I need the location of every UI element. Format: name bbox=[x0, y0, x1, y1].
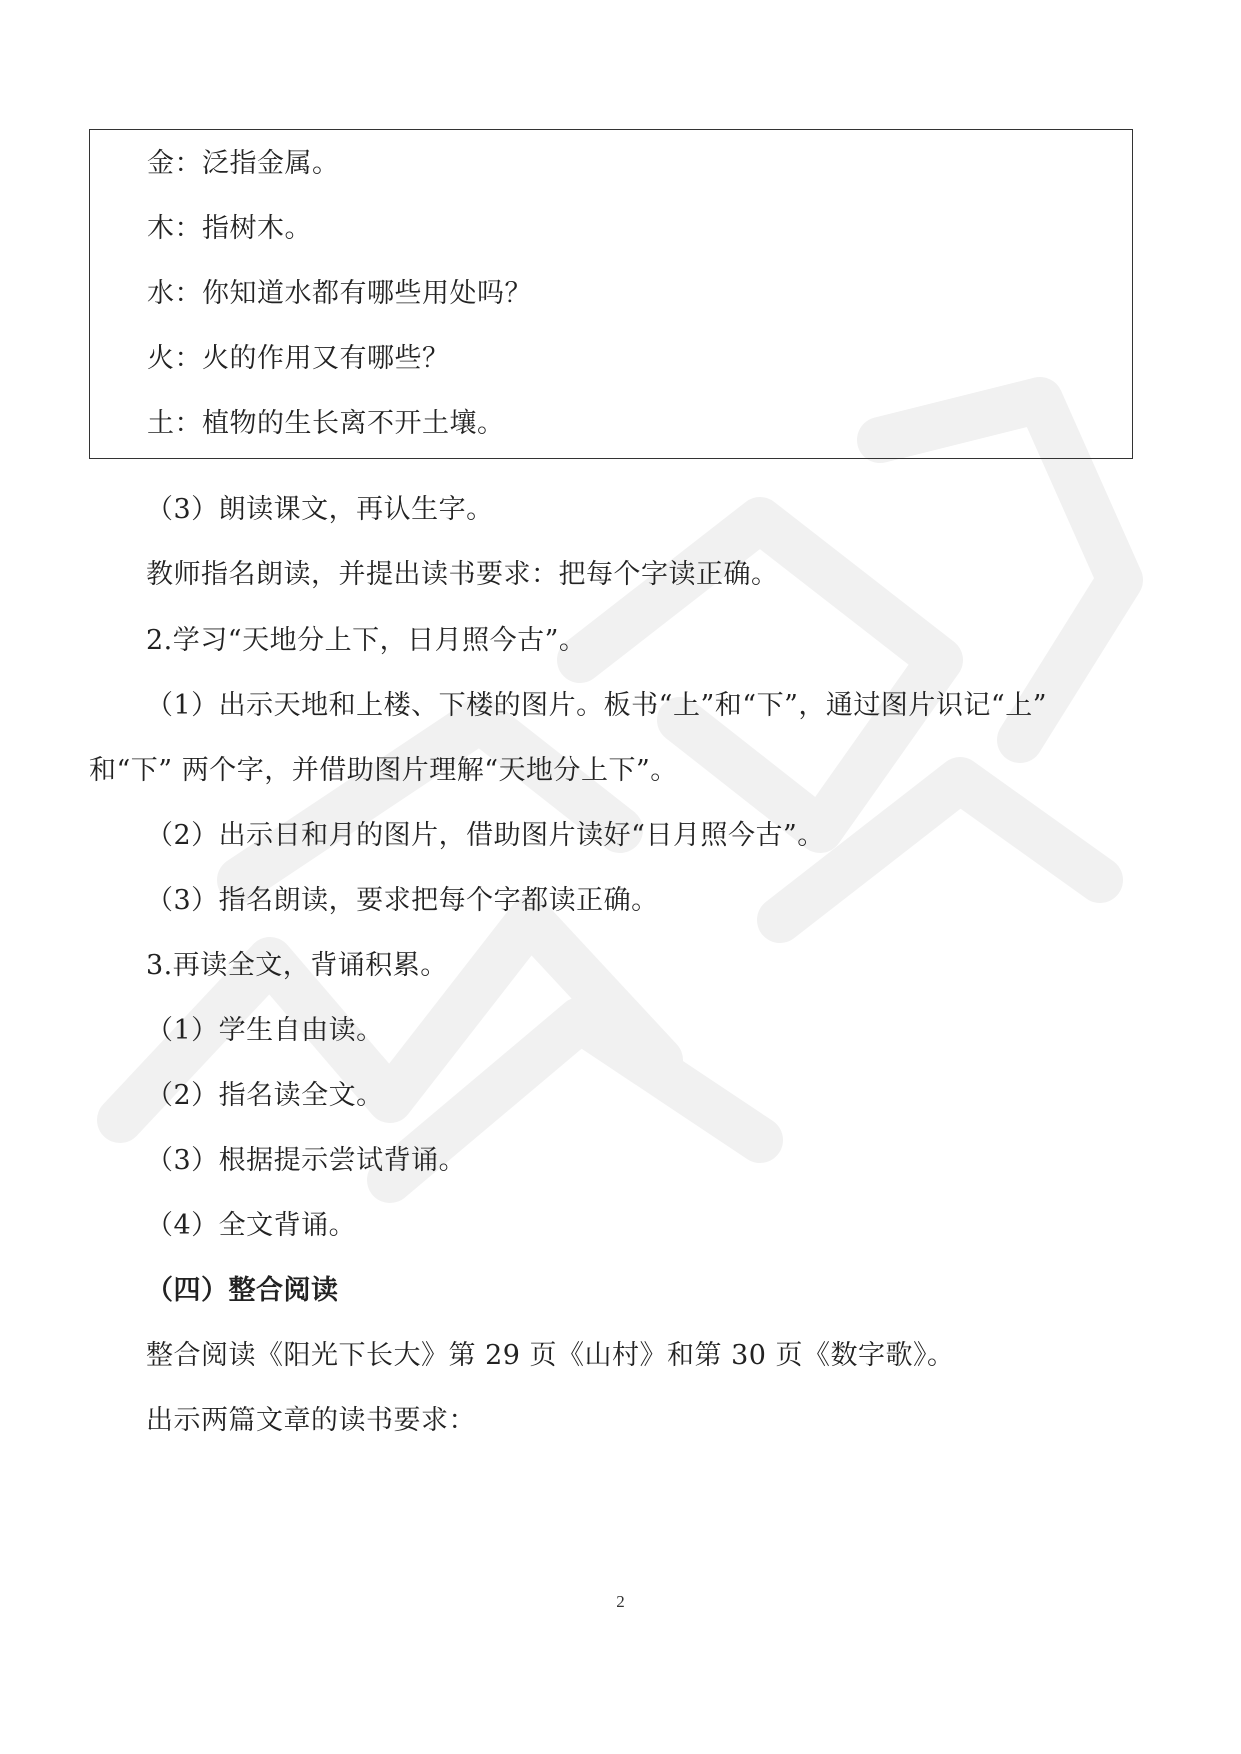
paragraph-line: （1）学生自由读。 bbox=[146, 1015, 384, 1046]
box-line-jin: 金：泛指金属。 bbox=[147, 148, 340, 179]
section-heading: 3.再读全文，背诵积累。 bbox=[146, 950, 448, 981]
paragraph-line: （2）指名读全文。 bbox=[146, 1080, 384, 1111]
paragraph-line: （4）全文背诵。 bbox=[146, 1210, 357, 1241]
paragraph-line: 和“下” 两个字，并借助图片理解“天地分上下”。 bbox=[89, 755, 678, 786]
page-number: 2 bbox=[616, 1592, 625, 1611]
section-heading: 2.学习“天地分上下，日月照今古”。 bbox=[146, 625, 587, 656]
paragraph-line: （2）出示日和月的图片，借助图片读好“日月照今古”。 bbox=[146, 820, 825, 851]
paragraph-line: 整合阅读《阳光下长大》第 29 页《山村》和第 30 页《数字歌》。 bbox=[146, 1340, 955, 1371]
paragraph-line: （1）出示天地和上楼、下楼的图片。板书“上”和“下”，通过图片识记“上” bbox=[146, 690, 1047, 721]
paragraph-line: （3）根据提示尝试背诵。 bbox=[146, 1145, 467, 1176]
definition-box bbox=[89, 129, 1133, 459]
paragraph-line: （3）朗读课文，再认生字。 bbox=[146, 494, 494, 525]
box-line-tu: 土：植物的生长离不开土壤。 bbox=[147, 408, 505, 439]
box-line-mu: 木：指树木。 bbox=[147, 213, 312, 244]
paragraph-line: 教师指名朗读，并提出读书要求：把每个字读正确。 bbox=[146, 559, 779, 590]
box-line-huo: 火：火的作用又有哪些？ bbox=[147, 343, 450, 374]
paragraph-line: （3）指名朗读，要求把每个字都读正确。 bbox=[146, 885, 659, 916]
box-line-shui: 水：你知道水都有哪些用处吗？ bbox=[147, 278, 532, 309]
section-heading-bold: （四）整合阅读 bbox=[146, 1275, 339, 1306]
paragraph-line: 出示两篇文章的读书要求： bbox=[146, 1405, 476, 1436]
